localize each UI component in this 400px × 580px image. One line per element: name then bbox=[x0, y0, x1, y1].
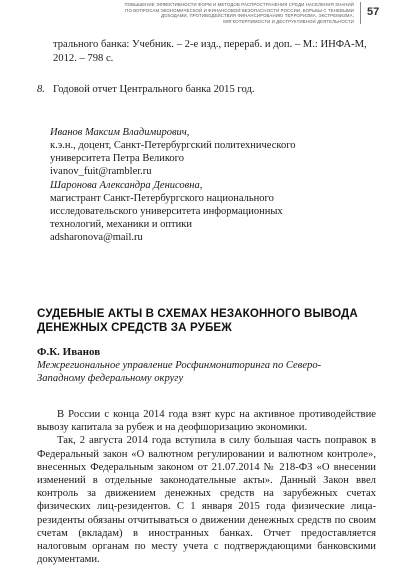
author-email: ivanov_fuit@rambler.ru bbox=[50, 166, 152, 177]
body-paragraph: В России с конца 2014 года взят курс на активное противодействие вывозу капитала за рубеж и на деофшоризацию экономики. bbox=[37, 409, 376, 434]
reference-number: 8. bbox=[37, 84, 45, 95]
author-name: Шаронова Александра Денисовна, bbox=[50, 180, 203, 191]
reference-item bbox=[53, 38, 373, 65]
reference-text: Годовой отчет Центрального банка 2015 год. bbox=[53, 84, 255, 95]
author-affiliation-line: университета Петра Великого bbox=[50, 153, 184, 164]
article-body bbox=[37, 408, 376, 566]
author-affiliation-line: к.э.н., доцент, Санкт-Петербургский политехнического bbox=[50, 140, 296, 151]
running-header-text: ПОВЫШЕНИЕ ЭФФЕКТИВНОСТИ ФОРМ И МЕТОДОВ РАСПРОСТРАНЕНИЯ СРЕДИ НАСЕЛЕНИЯ ЗНАНИЙ ПО ВОПРОСАМ ЭКОНОМИЧЕСКОЙ И ФИНАНСОВОЙ БЕЗОПАСНОСТИ РОССИИ, БОРЬБЫ С ТЕНЕВЫМИ ДОХОДАМИ, ПРОТИВОДЕЙСТВИЯ ФИНАНСИРОВАНИЮ ТЕРРОРИЗМА, ЭКСТРЕМИЗМА, МЯГКОТЕРПИМОСТИ И ДЕСТРУКТИВНОЙ ДЕЯТЕЛЬНОСТИ bbox=[124, 2, 354, 24]
reference-item bbox=[37, 83, 373, 97]
article-title: СУДЕБНЫЕ АКТЫ В СХЕМАХ НЕЗАКОННОГО ВЫВОДА ДЕНЕЖНЫХ СРЕДСТВ ЗА РУБЕЖ bbox=[37, 307, 358, 334]
author-block bbox=[50, 179, 370, 244]
author-affiliation-line: исследовательского университета информационных bbox=[50, 206, 283, 217]
header-divider bbox=[360, 2, 361, 24]
author-name: Иванов Максим Владимирович, bbox=[50, 127, 190, 138]
article-affiliation: Межрегиональное управление Росфинмониторинга по Северо-Западному федеральному округу bbox=[37, 360, 322, 384]
author-affiliation-line: технологий, механики и оптики bbox=[50, 219, 192, 230]
running-header bbox=[0, 0, 400, 26]
body-paragraph: Так, 2 августа 2014 года вступила в силу большая часть поправок в Федеральный закон «О валютном регулировании и валютном контроле», внесенных Федеральным законом от 21.07.2014 № 218-ФЗ «О внесении изменений в отдельные законодательные акты». Данный Закон ввел контроль за движением денежных средств на зарубежных счетах физических лиц-резидентов. С 1 января 2015 года физические лица-резиденты обязаны отчитываться о движении денежных средств по своим счетам (вкладам) в иностранных банках. Отчет предоставляется налоговым органам по месту учета с подтверждающими банковскими документами. bbox=[37, 435, 376, 566]
reference-text: трального банка: Учебник. – 2-е изд., перераб. и доп. – М.: ИНФА-М, 2012. – 798 с. bbox=[53, 39, 367, 64]
author-block bbox=[50, 126, 370, 178]
page-number: 57 bbox=[367, 6, 380, 18]
article-author: Ф.К. Иванов bbox=[37, 346, 101, 358]
author-email: adsharonova@mail.ru bbox=[50, 232, 143, 243]
author-affiliation-line: магистрант Санкт-Петербургского национального bbox=[50, 193, 274, 204]
